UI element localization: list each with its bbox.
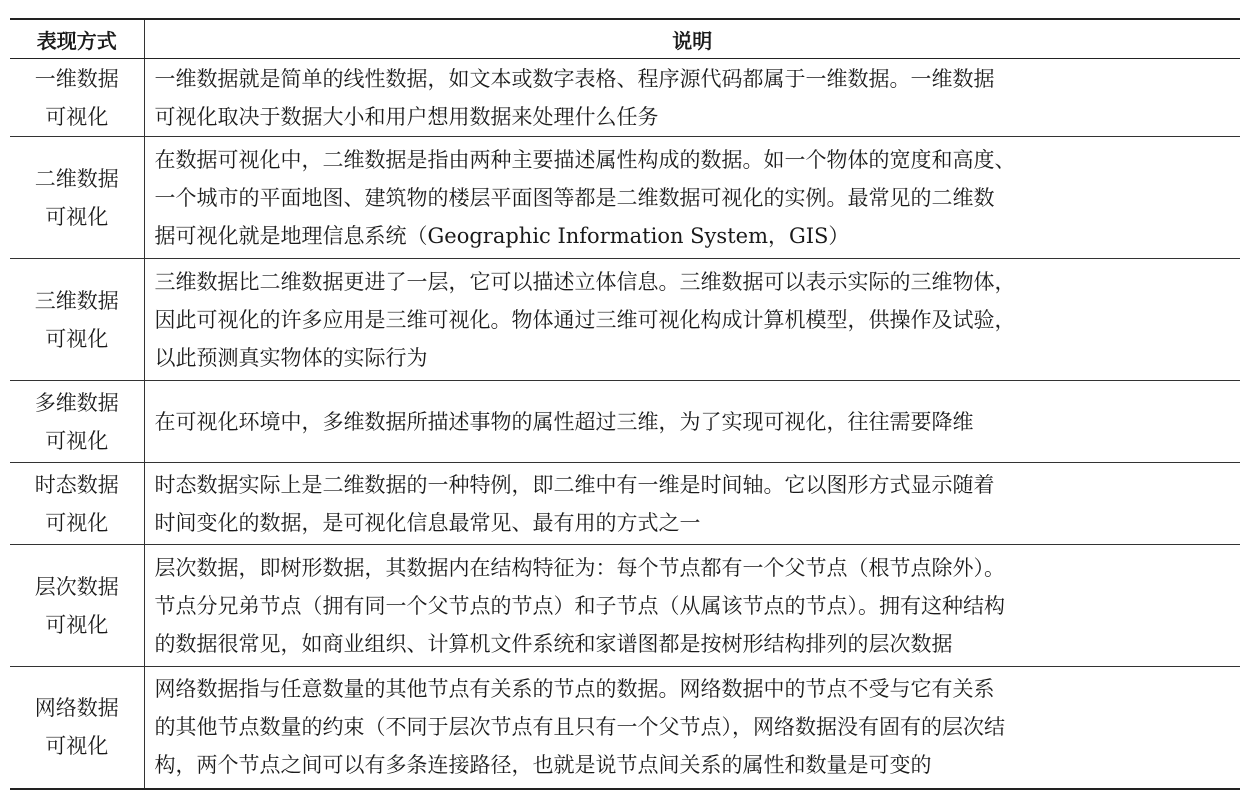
method-cell <box>10 463 144 545</box>
description-line: 一维数据就是简单的线性数据，如文本或数字表格、程序源代码都属于一维数据。一维数据 <box>154 66 995 91</box>
table-row <box>10 381 1240 463</box>
description-line: 构，两个节点之间可以有多条连接路径，也就是说节点间关系的属性和数量是可变的 <box>154 753 932 778</box>
description-line: 节点分兄弟节点（拥有同一个父节点的节点）和子节点（从属该节点的节点）。拥有这种结构 <box>154 593 1005 618</box>
description-cell <box>144 463 1240 545</box>
description-line: 的其他节点数量的约束（不同于层次节点有且只有一个父节点），网络数据没有固有的层次结 <box>154 715 1005 740</box>
method-label-line1: 三维数据 <box>34 288 119 313</box>
description-cell <box>144 59 1240 137</box>
table-row <box>10 137 1240 259</box>
method-label-line2: 可视化 <box>45 428 109 453</box>
description-line: 在数据可视化中，二维数据是指由两种主要描述属性构成的数据。如一个物体的宽度和高度、 <box>154 147 1016 172</box>
header-description: 说明 <box>144 19 1240 59</box>
method-label-line1: 网络数据 <box>34 696 119 721</box>
method-cell <box>10 59 144 137</box>
method-label-line2: 可视化 <box>45 326 109 351</box>
method-label-line2: 可视化 <box>45 510 109 535</box>
description-line: 据可视化就是地理信息系统（Geographic Information System，GIS） <box>154 223 850 248</box>
method-cell <box>10 381 144 463</box>
method-label-line2: 可视化 <box>45 612 109 637</box>
description-line: 可视化取决于数据大小和用户想用数据来处理什么任务 <box>154 104 659 129</box>
description-line: 网络数据指与任意数量的其他节点有关系的节点的数据。网络数据中的节点不受与它有关系 <box>154 677 995 702</box>
method-label-line2: 可视化 <box>45 734 109 759</box>
description-line: 三维数据比二维数据更进了一层，它可以描述立体信息。三维数据可以表示实际的三维物体， <box>154 269 1016 294</box>
method-label-line1: 二维数据 <box>34 166 119 191</box>
visualization-methods-table-wrapper <box>10 18 1240 790</box>
method-cell <box>10 667 144 789</box>
description-line: 以此预测真实物体的实际行为 <box>154 345 428 370</box>
description-line: 一个城市的平面地图、建筑物的楼层平面图等都是二维数据可视化的实例。最常见的二维数 <box>154 185 995 210</box>
method-cell <box>10 545 144 667</box>
method-label-line1: 层次数据 <box>34 574 119 599</box>
table-row <box>10 667 1240 789</box>
description-line: 层次数据，即树形数据，其数据内在结构特征为：每个节点都有一个父节点（根节点除外）。 <box>154 555 1005 580</box>
description-line: 时间变化的数据，是可视化信息最常见、最有用的方式之一 <box>154 510 701 535</box>
description-cell <box>144 259 1240 381</box>
visualization-methods-table <box>10 18 1240 790</box>
description-line: 在可视化环境中，多维数据所描述事物的属性超过三维，为了实现可视化，往往需要降维 <box>154 409 974 434</box>
description-cell <box>144 667 1240 789</box>
method-label-line1: 多维数据 <box>34 390 119 415</box>
description-line: 时态数据实际上是二维数据的一种特例，即二维中有一维是时间轴。它以图形方式显示随着 <box>154 472 995 497</box>
description-line: 的数据很常见，如商业组织、计算机文件系统和家谱图都是按树形结构排列的层次数据 <box>154 631 953 656</box>
method-label-line2: 可视化 <box>45 204 109 229</box>
header-method: 表现方式 <box>10 19 144 59</box>
method-label-line2: 可视化 <box>45 104 109 129</box>
description-cell <box>144 545 1240 667</box>
table-row <box>10 545 1240 667</box>
header-row <box>10 19 1240 59</box>
description-cell <box>144 381 1240 463</box>
method-label-line1: 时态数据 <box>34 472 119 497</box>
table-row <box>10 259 1240 381</box>
method-cell <box>10 259 144 381</box>
method-label-line1: 一维数据 <box>34 66 119 91</box>
table-row <box>10 463 1240 545</box>
description-cell <box>144 137 1240 259</box>
method-cell <box>10 137 144 259</box>
description-line: 因此可视化的许多应用是三维可视化。物体通过三维可视化构成计算机模型，供操作及试验， <box>154 307 1016 332</box>
table-row <box>10 59 1240 137</box>
